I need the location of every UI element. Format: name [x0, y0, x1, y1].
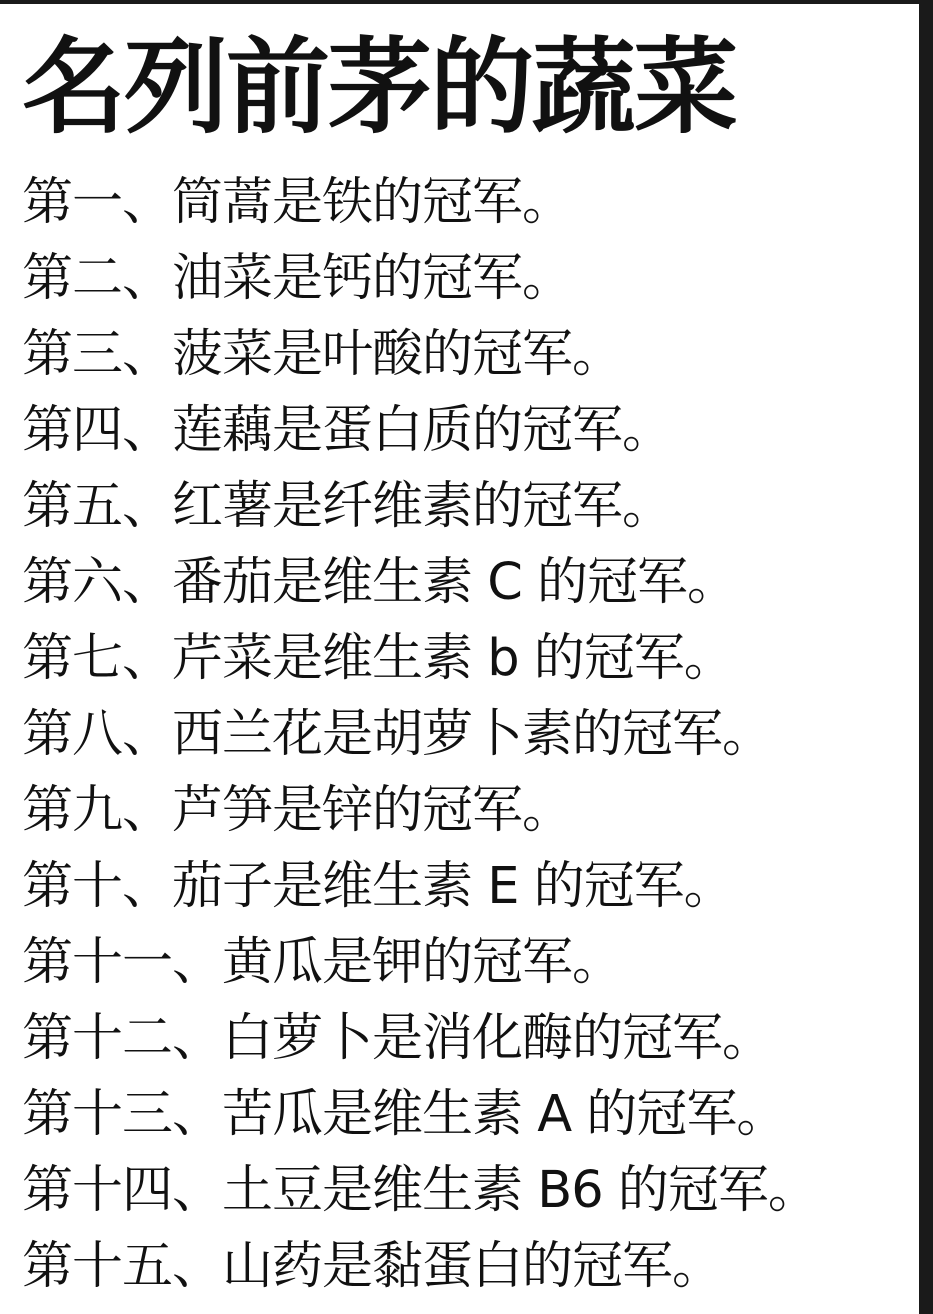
list-item: 第十二、白萝卜是消化酶的冠军。: [22, 1009, 773, 1068]
list-item: 第四、莲藕是蛋白质的冠军。: [22, 401, 673, 460]
list-item: 第七、芹菜是维生素 b 的冠军。: [22, 629, 734, 688]
list-item: 第十三、苦瓜是维生素 A 的冠军。: [22, 1085, 787, 1144]
list-item: 第六、番茄是维生素 C 的冠军。: [22, 553, 738, 612]
list-item: 第五、红薯是纤维素的冠军。: [22, 477, 673, 536]
list-item: 第十四、土豆是维生素 B6 的冠军。: [22, 1161, 818, 1220]
list-item: 第九、芦笋是锌的冠军。: [22, 781, 573, 840]
list-item: 第十五、山药是黏蛋白的冠军。: [22, 1237, 723, 1296]
list-item: 第二、油菜是钙的冠军。: [22, 249, 573, 308]
vegetable-list: [22, 165, 917, 1305]
list-item: 第八、西兰花是胡萝卜素的冠军。: [22, 705, 773, 764]
list-item: 第十、茄子是维生素 E 的冠军。: [22, 857, 734, 916]
frame-right-border: [919, 0, 933, 1314]
list-item: 第一、筒蒿是铁的冠军。: [22, 173, 573, 232]
list-item: 第三、菠菜是叶酸的冠军。: [22, 325, 623, 384]
page-title: 名列前茅的蔬菜: [22, 26, 737, 148]
frame-top-border: [0, 0, 933, 4]
list-item: 第十一、黄瓜是钾的冠军。: [22, 933, 623, 992]
